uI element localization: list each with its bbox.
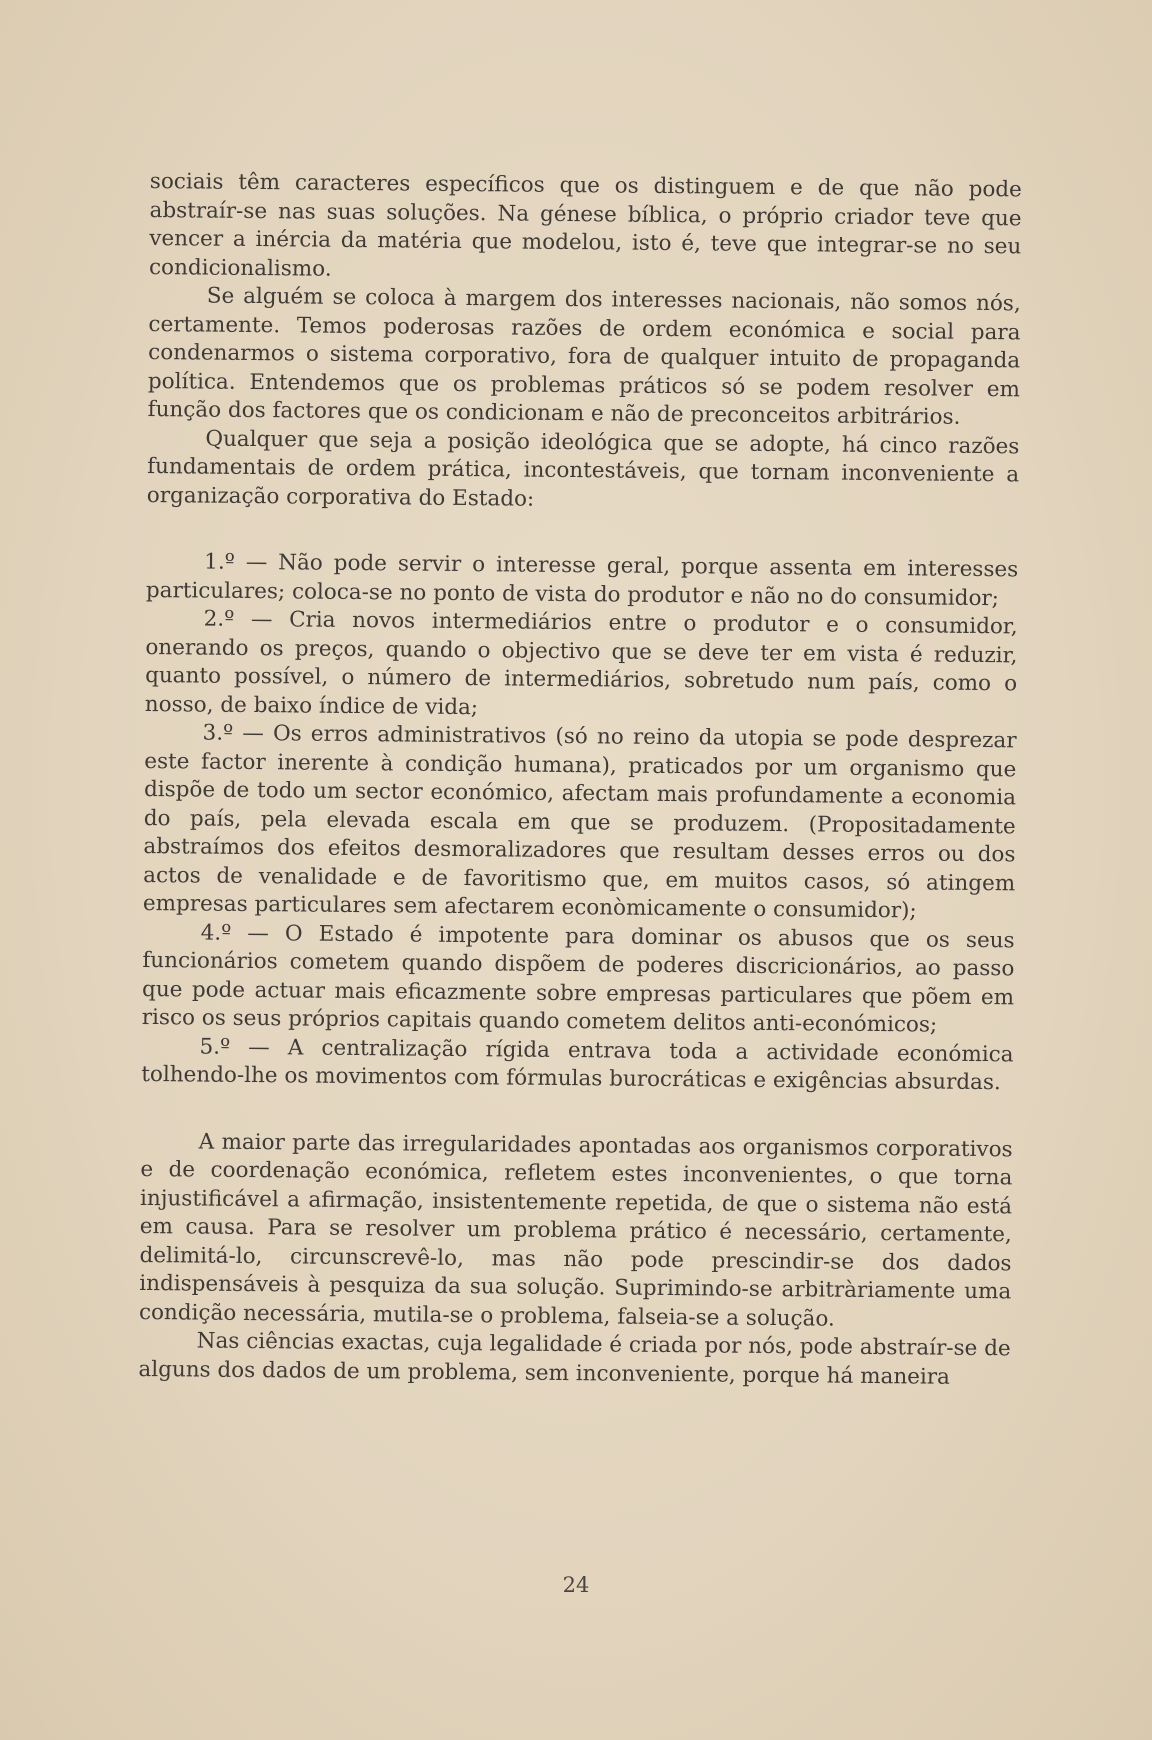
reason-item: 4.º — O Estado é impotente para dominar os abusos que os seus funcionários cometem quando dispõem de poderes discricionários, ao passo que pode actuar mais eficazmente sobre empresas particulares que põem em risco os seus próprios capitais quando cometem delitos anti-económicos; — [141, 920, 1015, 1038]
reason-item: 5.º — A centralização rígida entrava toda a actividade económica tolhendo-lhe os movimentos com fórmulas burocráticas e exigências absurdas. — [141, 1034, 1014, 1096]
page-number: 24 — [562, 1573, 590, 1597]
reason-item: 1.º — Não pode servir o interesse geral, porque assenta em interesses particulares; coloca-se no ponto de vista do produtor e não no do consumidor; — [145, 549, 1019, 611]
paragraph: Se alguém se coloca à margem dos interesses nacionais, não somos nós, certamente. Temos poderosas razões de ordem económica e social para condenarmos o sistema corporativo, fora de qualquer intuito de propaganda política. Entendemos que os problemas práticos só se podem resolver em função dos factores que os condicionam e não de preconceitos arbitrários. — [147, 283, 1021, 430]
reason-item: 2.º — Cria novos intermediários entre o produtor e o consumidor, onerando os preços, quando o objectivo que se deve ter em vista é reduzir, quanto possível, o número de intermediários, sobretudo num país, como o nosso, de baixo índice de vida; — [144, 606, 1018, 720]
paragraph: Nas ciências exactas, cuja legalidade é criada por nós, pode abstraír-se de alguns dos dados de um problema, sem inconveniente, porque há maneira — [138, 1328, 1011, 1390]
paragraph: A maior parte das irregularidades apontadas aos organismos corporativos e de coordenação económica, refletem estes inconvenientes, o que torna injustificável a afirmação, insistentemente repetida, de que o sistema não está em causa. Para se resolver um problema prático é necessário, certamente, delimitá-lo, circunscrevê-lo, mas não pode prescindir-se dos dados indispensáveis à pesquiza da sua solução. Suprimindo-se arbitràriamente uma condição necessária, mutila-se o problema, falseia-se a solução. — [138, 1129, 1013, 1332]
page-body — [138, 168, 1022, 1392]
reason-item: 3.º — Os erros administrativos (só no reino da utopia se pode desprezar este factor inerente à condição humana), praticados por um organismo que dispõe de todo um sector económico, afectam mais profundamente a economia do país, pela elevada escala em que se produzem. (Propositadamente abstraímos dos efeitos desmoralizadores que resultam desses erros ou dos actos de venalidade e de favoritismo que, em muitos casos, só atingem empresas particulares sem afectarem econòmicamente o consumidor); — [142, 720, 1017, 924]
paragraph-continuation: sociais têm caracteres específicos que os distinguem e de que não pode abstraír-se nas suas soluções. Na génese bíblica, o próprio criador teve que vencer a inércia da matéria que modelou, isto é, teve que integrar-se no seu condicionalismo. — [148, 168, 1022, 282]
paragraph: Qualquer que seja a posição ideológica que se adopte, há cinco razões fundamentais de ordem prática, incontestáveis, que tornam inconveniente a organização corporativa do Estado: — [146, 426, 1020, 512]
